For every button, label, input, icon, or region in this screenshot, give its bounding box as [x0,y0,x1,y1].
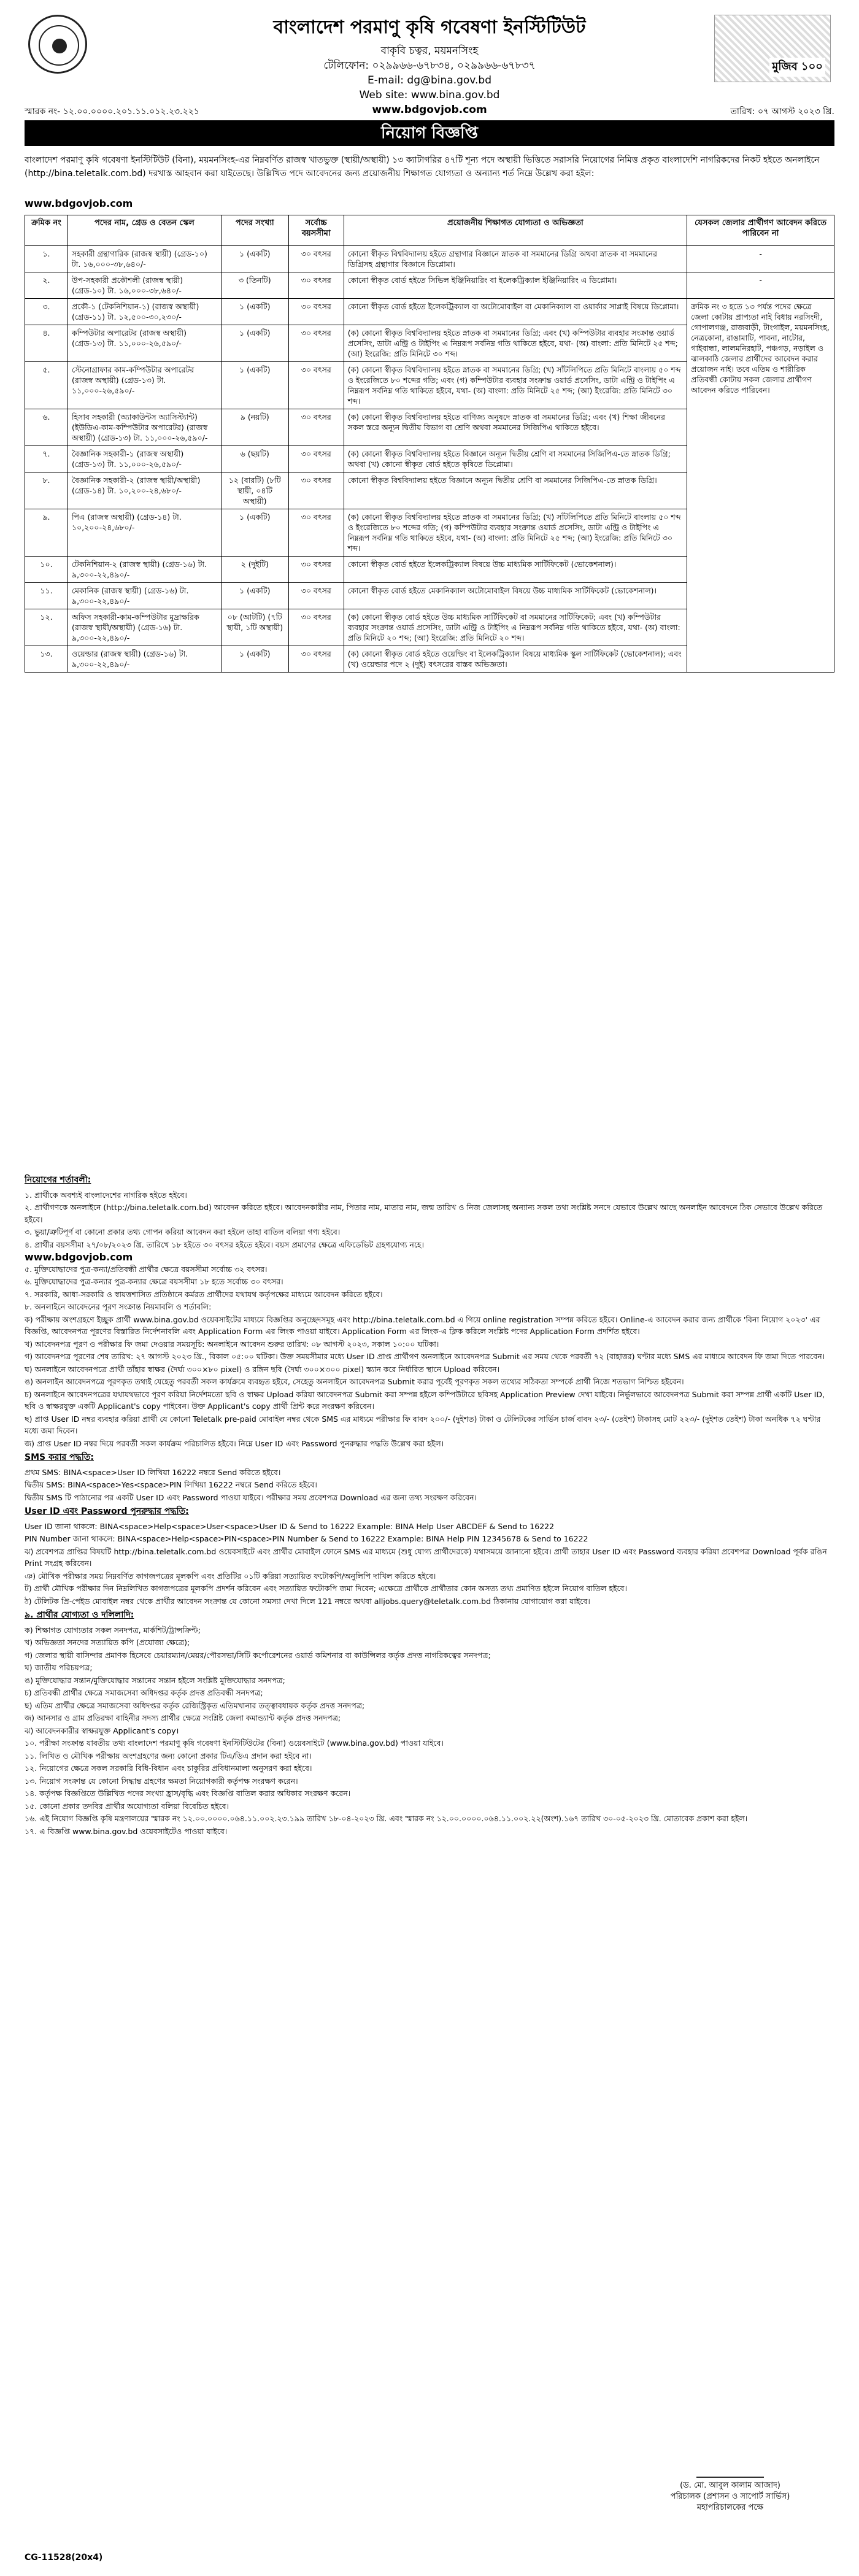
qualification-cell: (ক) কোনো স্বীকৃত বিশ্ববিদ্যালয় হইতে স্নাতক বা সমমানের ডিগ্রি; (খ) সাঁটলিপিতে প্রতি মিনিটে বাংলায় ৫০ শব্দ ও ইংরেজিতে ৮০ শব্দের গতি; (গ) কম্পিউটার ব্যবহার সংক্রান্ত ওয়ার্ড প্রসেসিং, ডাটা এন্ট্রি ও টাইপিং এ নিম্নরূপ সর্বনিম্ন গতি থাকিতে হইবে, যথা- (অ) বাংলা: প্রতি মিনিটে ২৫ শব্দ; (আ) ইংরেজি: প্রতি মিনিটে ৩০ শব্দ। [344,509,687,557]
count-cell: ১ (একটি) [221,246,288,272]
col-district: যেসকল জেলার প্রার্থীগণ আবেদন করিতে পারিবেন না [687,215,834,246]
district-cell: - [687,246,834,272]
conditions-web-mark: www.bdgovjob.com [25,1251,133,1263]
col-age: সর্বোচ্চ বয়সসীমা [288,215,344,246]
general-item: ১৫. কোনো প্রকার তদবির প্রার্থীর অযোগ্যতা বলিয়া বিবেচিত হইবে। [25,1801,229,1811]
intro-paragraph: বাংলাদেশ পরমাণু কৃষি গবেষণা ইনস্টিটিউট (বিনা), ময়মনসিংহ-এর নিম্নবর্ণিত রাজস্ব খাতভুক্ত (স্থায়ী/অস্থায়ী) ১৩ ক্যাটাগরির ৪৭টি শূন্য পদে অস্থায়ী ভিত্তিতে সরাসরি নিয়োগের নিমিত্ত প্রকৃত বাংলাদেশি নাগরিকদের নিকট হইতে অনলাইনে (http://bina.teletalk.com.bd) দরখাস্ত আহবান করা যাইতেছে। উল্লিখিত পদে আবেদনের জন্য প্রয়োজনীয় শিক্ষাগত যোগ্যতা ও অন্যান্য শর্ত নিম্নে উল্লেখ করা হইল: [25,155,820,179]
signatory-for: মহাপরিচালকের পক্ষে [696,2503,764,2512]
age-cell: ৩০ বৎসর [288,409,344,446]
serial-cell: ৮. [25,472,68,509]
qualification-cell: (ক) কোনো স্বীকৃত বিশ্ববিদ্যালয় হইতে স্নাতক বা সমমানের ডিগ্রি; (খ) সাঁটলিপিতে প্রতি মিনিটে বাংলায় ৫০ শব্দ ও ইংরেজিতে ৮০ শব্দের গতি; এবং (গ) কম্পিউটার ব্যবহার সংক্রান্ত ওয়ার্ড প্রসেসিং, ডাটা এন্ট্রি ও টাইপিং এ নিম্নরূপ সর্বনিম্ন গতি থাকিতে হইবে, যথা- (অ) বাংলা: প্রতি মিনিটে ২৫ শব্দ; (আ) ইংরেজি: প্রতি মিনিটে ৩০ শব্দ। [344,362,687,409]
condition-item: ৪. প্রার্থীর বয়সসীমা ২৭/০৮/২০২৩ খ্রি. তারিখে ১৮ হইতে ৩০ বৎসর হইতে হইবে। বয়স প্রমাণের ক্ষেত্রে এফিডেভিট গ্রহণযোগ্য নহে। [25,1240,424,1249]
col-serial: ক্রমিক নং [25,215,68,246]
condition-item: খ) আবেদনপত্র পূরণ ও পরীক্ষার ফি জমা দেওয়ার সময়সূচি: অনলাইনে আবেদন শুরুর তারিখ: ০৮ আগস্ট ২০২৩, সকাল ১০:০০ ঘটিকা। [25,1339,439,1349]
table-header-row [25,215,834,246]
district-quota-cell: ক্রমিক নং ৩ হতে ১৩ পর্যন্ত পদের ক্ষেত্রে জেলা কোটায় প্রাপ্যতা নাই বিধায় নরসিংদী, গোপালগঞ্জ, রাজবাড়ী, টাংগাইল, ময়মনসিংহ, নেত্রকোনা, রাঙামাটি, পাবনা, নাটোর, গাইবান্ধা, লালমনিরহাট, পঞ্চগড়, নড়াইল ও ঝালকাঠি জেলার প্রার্থীদের আবেদন করার প্রয়োজন নাই। তবে এতিম ও শারীরিক প্রতিবন্ধী কোটায় সকল জেলার প্রার্থীগণ আবেদন করিতে পারিবেন। [687,299,834,673]
qualification-cell: (ক) কোনো স্বীকৃত বোর্ড হইতে উচ্চ মাধ্যমিক সার্টিফিকেট বা সমমানের সার্টিফিকেট; এবং (খ) কম্পিউটার ব্যবহার সংক্রান্ত ওয়ার্ড প্রসেসিং, ডাটা এন্ট্রি ও টাইপিং এ নিম্নরূপ সর্বনিম্ন গতি থাকিতে হইবে, যথা- (অ) বাংলা: প্রতি মিনিটে ২০ শব্দ; (আ) ইংরেজি: প্রতি মিনিটে ২০ শব্দ। [344,609,687,646]
signatory-title: পরিচালক (প্রশাসন ও সাপোর্ট সার্ভিস) [670,2492,790,2501]
recovery-list [25,1521,834,1545]
age-cell: ৩০ বৎসর [288,557,344,583]
count-cell: ১ (একটি) [221,583,288,609]
qualification-cell: কোনো স্বীকৃত বোর্ড হইতে ইলেকট্রিক্যাল বা অটোমোবাইল বা মেকানিক্যাল বা ওয়ার্কার সাপ্লাই বিষয়ে ডিপ্লোমা। [344,299,687,325]
more-conditions-list [25,1546,834,1608]
document-item: ছ) এতিম প্রার্থীর ক্ষেত্রে সমাজসেবা অধিদপ্তর কর্তৃক রেজিস্ট্রিকৃত এতিমখানার তত্ত্বাবধায়ক কর্তৃক প্রদত্ত সনদপত্র; [25,1700,365,1710]
posts-table [25,215,834,673]
condition-item: ৮. অনলাইনে আবেদনের পূরণ সংক্রান্ত নিয়মাবলি ও শর্তাবলি: [25,1302,212,1311]
condition-item: ঠ) টেলিটক প্রি-পেইড মোবাইল নম্বর থেকে প্রার্থীর আবেদন সংক্রান্ত যে কোনো সমস্যা দেখা দিলে 121 নম্বরে অথবা alljobs.query@teletalk.com.bd ঠিকানায় যোগাযোগ করা যাইবে। [25,1596,590,1606]
sms-list [25,1467,834,1504]
document-item: ঙ) মুক্তিযোদ্ধার সন্তান/মুক্তিযোদ্ধার সন্তানের সন্তান হইলে সংশ্লিষ্ট মুক্তিযোদ্ধার সনদপত্র; [25,1675,285,1685]
condition-item: ক) পরীক্ষায় অংশগ্রহণে ইচ্ছুক প্রার্থী www.bina.gov.bd ওয়েবসাইটের মাধ্যমে বিজ্ঞপ্তির অনুচ্ছেদসমূহ এবং http://bina.teletalk.com.bd এ গিয়ে online registration সম্পন্ন করিতে হইবে। Online-এ আবেদন করার জন্য প্রার্থীকে 'বিনা নিয়োগ ২০২৩' এর বিজ্ঞপ্তি, আবেদনপত্র পূরণের বিস্তারিত নির্দেশনাবলি এবং Application Form এর লিংক পাওয়া যাইবে। Application Form এর লিংক-এ ক্লিক করিলে সংশ্লিষ্ট পদের Application Form প্রদর্শিত হইবে। [25,1314,820,1336]
count-cell: ১ (একটি) [221,325,288,362]
serial-cell: ১০. [25,557,68,583]
age-cell: ৩০ বৎসর [288,246,344,272]
docs-heading: ৯. প্রার্থীর যোগ্যতা ও দলিলাদি: [25,1610,134,1620]
serial-cell: ১১. [25,583,68,609]
serial-cell: ১. [25,246,68,272]
count-cell: ৯ (নয়টি) [221,409,288,446]
document-item: ঝ) আবেদনকারীর স্বাক্ষরযুক্ত Applicant's copy। [25,1726,179,1735]
condition-item: ৭. সরকারি, আধা-সরকারি ও স্বায়ত্তশাসিত প্রতিষ্ঠানে কর্মরত প্রার্থীদের যথাযথ কর্তৃপক্ষের মাধ্যমে আবেদন করিতে হইবে। [25,1289,383,1299]
age-cell: ৩০ বৎসর [288,583,344,609]
count-cell: ০৮ (আটটি) (৭টি স্থায়ী, ১টি অস্থায়ী) [221,609,288,646]
post-cell: অফিস সহকারী-কাম-কম্পিউটার মুদ্রাক্ষরিক (রাজস্ব স্থায়ী/অস্থায়ী) (গ্রেড-১৬) টা. ৯,৩০০-২২,৪৯০/- [67,609,221,646]
post-cell: বৈজ্ঞানিক সহকারী-২ (রাজস্ব স্থায়ী/অস্থায়ী) (গ্রেড-১৪) টা. ১০,২০০-২৪,৬৮০/- [67,472,221,509]
letterhead [25,12,834,117]
ad-code: CG-11528(20x4) [25,2553,103,2563]
qualification-cell: কোনো স্বীকৃত বিশ্ববিদ্যালয় হইতে গ্রন্থাগার বিজ্ঞানে স্নাতক বা সমমানের ডিগ্রি অথবা স্নাতক বা সমমানের ডিগ্রিসহ গ্রন্থাগার বিজ্ঞানে ডিপ্লোমা। [344,246,687,272]
memo-number: স্মারক নং- ১২.০০.০০০০.২০১.১১.০১২.২৩.২২১ [25,107,199,117]
post-cell: মেকানিক (রাজস্ব স্থায়ী) (গ্রেড-১৬) টা. ৯,৩০০-২২,৪৯০/- [67,583,221,609]
serial-cell: ৪. [25,325,68,362]
count-cell: ১ (একটি) [221,509,288,557]
age-cell: ৩০ বৎসর [288,272,344,299]
notice-title: নিয়োগ বিজ্ঞপ্তি [25,120,834,146]
count-cell: ১ (একটি) [221,362,288,409]
general-item: ১০. পরীক্ষা সংক্রান্ত যাবতীয় তথ্য বাংলাদেশ পরমাণু কৃষি গবেষণা ইনস্টিটিউটের (বিনা) ওয়েবসাইটে (www.bina.gov.bd) পাওয়া যাইবে। [25,1738,444,1748]
condition-item: ৩. ভুয়া/ত্রুটিপূর্ণ বা কোনো প্রকার তথ্য গোপন করিয়া আবেদন করা হইলে তাহা বাতিল বলিয়া গণ্য হইবে। [25,1227,341,1236]
age-cell: ৩০ বৎসর [288,446,344,472]
general-item: ১৩. নিয়োগ সংক্রান্ত যে কোনো সিদ্ধান্ত গ্রহণের ক্ষমতা নিয়োগকারী কর্তৃপক্ষ সংরক্ষণ করেন। [25,1776,298,1786]
condition-item: ১. প্রার্থীকে অবশ্যই বাংলাদেশের নাগরিক হইতে হইবে। [25,1190,187,1200]
org-website: Web site: www.bina.gov.bd [359,89,500,101]
count-cell: ১ (একটি) [221,299,288,325]
condition-item: চ) অনলাইনে আবেদনপত্রের যথাযথভাবে পূরণ করিয়া নির্দেশমতো ছবি ও স্বাক্ষর Upload করিয়া আবেদনপত্র Submit করা সম্পন্ন হইলে কম্পিউটারে ছবিসহ Application Preview দেখা যাইবে। নির্ভুলভাবে আবেদনপত্র Submit করা সম্পন্ন প্রার্থী একটি User ID, ছবি ও স্বাক্ষরযুক্ত একটি Applicant's copy পাইবেন। উক্ত Applicant's copy প্রার্থী প্রিন্ট করে সংরক্ষণ করিবেন। [25,1389,825,1411]
district-cell: - [687,272,834,299]
institute-logo-icon [28,15,87,74]
condition-item: ৬. মুক্তিযোদ্ধাদের পুত্র-কন্যার পুত্র-কন্যার ক্ষেত্রে বয়সসীমা ১৮ হতে সর্বোচ্চ ৩০ বৎসর। [25,1277,283,1286]
general-item: ১২. নিয়োগের ক্ষেত্রে সকল সরকারি বিধি-বিধান এবং চাকুরির প্রবিধানমালা অনুসরণ করা হইবে। [25,1764,312,1773]
condition-item: জ) প্রাপ্ত User ID নম্বর দিয়ে পরবর্তী সকল কার্যক্রম পরিচালিত হইবে। নিম্নে User ID এবং Password পুনরুদ্ধার পদ্ধতি উল্লেখ করা হইল। [25,1438,444,1448]
post-cell: প্রকৌ-১ (টেকনিশিয়ান-১) (রাজস্ব অস্থায়ী) (গ্রেড-১১) টা. ১২,৫০০-৩০,২৩০/- [67,299,221,325]
age-cell: ৩০ বৎসর [288,509,344,557]
table-row [25,246,834,272]
post-cell: কম্পিউটার অপারেটর (রাজস্ব অস্থায়ী) (গ্রেড-১৩) টা. ১১,০০০-২৬,৫৯০/- [67,325,221,362]
count-cell: ১২ (বারটি) (৮টি স্থায়ী, ০৪টি অস্থায়ী) [221,472,288,509]
portrait-image: মুজিব ১০০ [714,15,831,82]
post-cell: সহকারী গ্রন্থাগারিক (রাজস্ব স্থায়ী) (গ্রেড-১০) টা. ১৬,০০০-৩৮,৬৪০/- [67,246,221,272]
conditions-list [25,1189,834,1450]
signatory-name: (ড. মো. আবুল কালাম আজাদ) [680,2481,780,2490]
post-cell: টেকনিশিয়ান-২ (রাজস্ব স্থায়ী) (গ্রেড-১৬) টা. ৯,৩০০-২২,৪৯০/- [67,557,221,583]
col-count: পদের সংখ্যা [221,215,288,246]
org-email: E-mail: dg@bina.gov.bd [367,74,492,87]
col-qualification: প্রয়োজনীয় শিক্ষাগত যোগ্যতা ও অভিজ্ঞতা [344,215,687,246]
age-cell: ৩০ বৎসর [288,646,344,673]
post-cell: পিএ (রাজস্ব অস্থায়ী) (গ্রেড-১৪) টা. ১০,২০০-২৪,৬৮০/- [67,509,221,557]
org-name: বাংলাদেশ পরমাণু কৃষি গবেষণা ইনস্টিটিউট [273,17,586,38]
serial-cell: ১৩. [25,646,68,673]
signature-image [696,2447,764,2478]
condition-item: ৫. মুক্তিযোদ্ধাদের পুত্র-কন্যা/প্রতিবন্ধী প্রার্থীর ক্ষেত্রে বয়সসীমা সর্বোচ্চ ৩২ বৎসর। [25,1264,268,1274]
serial-cell: ২. [25,272,68,299]
count-cell: ৩ (তিনটি) [221,272,288,299]
serial-cell: ৩. [25,299,68,325]
post-cell: বৈজ্ঞানিক সহকারী-১ (রাজস্ব অস্থায়ী) (গ্রেড-১৩) টা. ১১,০০০-২৬,৫৯০/- [67,446,221,472]
condition-item: ছ) প্রাপ্ত User ID নম্বর ব্যবহার করিয়া প্রার্থী যে কোনো Teletalk pre-paid মোবাইল নম্বর থেকে SMS এর মাধ্যমে পরীক্ষার ফি বাবদ ২০০/- (দুইশত) টাকা ও টেলিটকের সার্ভিস চার্জ বাবদ ২৩/- (তেইশ) টাকাসহ মোট ২২৩/- (দুইশত তেইশ) টাকা অনধিক ৭২ ঘণ্টার মধ্যে জমা দিবেন। [25,1414,821,1435]
sms-line: দ্বিতীয় SMS: BINA<space>Yes<space>PIN লিখিয়া 16222 নম্বরে Send করিতে হইবে। [25,1480,317,1489]
table-row [25,272,834,299]
org-address: বাকৃবি চত্বর, ময়মনসিংহ [380,45,479,57]
table-row [25,299,834,325]
recovery-line: PIN Number জানা থাকলে: BINA<space>Help<space>PIN<space>PIN Number & Send to 16222 Example: BINA Help PIN 12345678 & Send to 16222 [25,1534,588,1543]
document-item: গ) জেলার স্থায়ী বাসিন্দার প্রমাণক হিসেবে চেয়ারম্যান/মেয়র/পৌরসভা/সিটি কর্পোরেশনের ওয়ার্ড কমিশনার বা কাউন্সিলর কর্তৃক প্রদত্ত নাগরিকত্বের সনদপত্র; [25,1650,491,1660]
post-cell: স্টেনোগ্রাফার কাম-কম্পিউটার অপারেটর (রাজস্ব অস্থায়ী) (গ্রেড-১৩) টা. ১১,০০০-২৬,৫৯০/- [67,362,221,409]
serial-cell: ৫. [25,362,68,409]
issue-date: তারিখ: ০৭ আগস্ট ২০২৩ খ্রি. [730,107,834,117]
condition-item: ঞ) মৌখিক পরীক্ষার সময় নিম্নবর্ণিত কাগজপত্রের মূলকপি এবং প্রতিটির ০১টি করিয়া সত্যায়িত ফটোকপি/অনুলিপি দাখিল করিতে হইবে। [25,1571,436,1581]
age-cell: ৩০ বৎসর [288,362,344,409]
general-item: ১৪. কর্তৃপক্ষ বিজ্ঞপ্তিতে উল্লিখিত পদের সংখ্যা হ্রাস/বৃদ্ধি এবং বিজ্ঞপ্তি বাতিল করার অধিকার সংরক্ষণ করেন। [25,1789,351,1798]
age-cell: ৩০ বৎসর [288,609,344,646]
qualification-cell: কোনো স্বীকৃত বোর্ড হইতে ইলেকট্রিক্যাল বিষয়ে উচ্চ মাধ্যমিক সার্টিফিকেট (ভোকেশনাল)। [344,557,687,583]
age-cell: ৩০ বৎসর [288,472,344,509]
document-item: ক) শিক্ষাগত যোগ্যতার সকল সনদপত্র, মার্কশিট/ট্রান্সক্রিপ্ট; [25,1625,201,1635]
serial-cell: ১২. [25,609,68,646]
count-cell: ১ (একটি) [221,646,288,673]
condition-item: ২. প্রার্থীগণকে অনলাইনে (http://bina.teletalk.com.bd) আবেদন করিতে হইবে। আবেদনকারীর নাম, পিতার নাম, মাতার নাম, জন্ম তারিখ ও নিজ জেলাসহ অন্যান্য সকল তথ্য সংশ্লিষ্ট সনদে যেভাবে উল্লেখ আছে অনলাইন আবেদনে ঠিক সেভাবে উল্লেখ করিতে হইবে। [25,1203,823,1224]
condition-item: ঘ) অনলাইনে আবেদনপত্রে প্রার্থী তাঁহার স্বাক্ষর (দৈর্ঘ্য ৩০০×৮০ pixel) ও রঙ্গিন ছবি (দৈর্ঘ্য ৩০০×৩০০ pixel) স্ক্যান করে নির্ধারিত স্থানে Upload করিবেন। [25,1364,500,1374]
serial-cell: ৯. [25,509,68,557]
qualification-cell: (ক) কোনো স্বীকৃত বিশ্ববিদ্যালয় হইতে স্নাতক বা সমমানের ডিগ্রি; এবং (খ) কম্পিউটার ব্যবহার সংক্রান্ত ওয়ার্ড প্রসেসিং, ডাটা এন্ট্রি ও টাইপিং এ নিম্নরূপ সর্বনিম্ন গতি থাকিতে হইবে, যথা- (অ) বাংলা: প্রতি মিনিটে ২৫ শব্দ; (আ) ইংরেজি: প্রতি মিনিটে ৩০ শব্দ। [344,325,687,362]
org-phone: টেলিফোন: ০২৯৯৬৬-৬৭৮৩৪, ০২৯৯৬৬-৬৭৮৩৭ [323,60,536,72]
recovery-heading: User ID এবং Password পুনরুদ্ধার পদ্ধতি: [25,1506,189,1516]
document-item: জ) আনসার ও গ্রাম প্রতিরক্ষা বাহিনীর সদস্য প্রার্থীর ক্ষেত্রে সংশ্লিষ্ট জেলা কমান্ড্যান্ট কর্তৃক প্রদত্ত সনদপত্র; [25,1713,341,1722]
qualification-cell: (ক) কোনো স্বীকৃত বোর্ড হইতে ওয়েল্ডিং বা ইলেকট্রিক্যাল বিষয়ে মাধ্যমিক স্কুল সার্টিফিকেট (ভোকেশনাল); এবং (খ) ওয়েল্ডার পদে ২ (দুই) বৎসরের বাস্তব অভিজ্ঞতা। [344,646,687,673]
qualification-cell: কোনো স্বীকৃত বিশ্ববিদ্যালয় হইতে বিজ্ঞানে অন্যূন দ্বিতীয় শ্রেণি বা সমমানের সিজিপিএ-তে স্নাতক ডিগ্রি। [344,472,687,509]
conditions-heading: নিয়োগের শর্তাবলী: [25,1175,91,1185]
condition-item: গ) আবেদনপত্র পূরণের শেষ তারিখ: ২৭ আগস্ট ২০২৩ খ্রি., বিকাল ০৫:০০ ঘটিকা। উক্ত সময়সীমার মধ্যে User ID প্রাপ্ত প্রার্থীগণ অনলাইনে আবেদনপত্র Submit এর সময় থেকে পরবর্তী ৭২ (বাহাত্তর) ঘণ্টার মধ্যে SMS এর মাধ্যমে আবেদন ফি জমা দিতে পারবেন। [25,1352,825,1361]
general-item: ১৬. এই নিয়োগ বিজ্ঞপ্তি কৃষি মন্ত্রণালয়ের স্মারক নং ১২.০০.০০০০.০৬৪.১১.০০২.২৩.১৯৯ তারিখ ১৮-০৪-২০২৩ খ্রি. এবং স্মারক নং ১২.০০.০০০০.০৬৪.১১.০০২.২২(অংশ).১৬৭ তারিখ ৩০-০৫-২০২৩ খ্রি. মোতাবেক প্রকাশ করা হইল। [25,1814,748,1823]
sms-heading: SMS করার পদ্ধতি: [25,1452,94,1462]
qualification-cell: কোনো স্বীকৃত বোর্ড হইতে মেকানিক্যাল অটোমোবাইল বিষয়ে উচ্চ মাধ্যমিক সার্টিফিকেট (ভোকেশনাল)। [344,583,687,609]
document-item: খ) অভিজ্ঞতা সনদের সত্যায়িত কপি (প্রযোজ্য ক্ষেত্রে); [25,1638,190,1647]
count-cell: ২ (দুইটি) [221,557,288,583]
count-cell: ৬ (ছয়টি) [221,446,288,472]
serial-cell: ৭. [25,446,68,472]
general-item: ১৭. এ বিজ্ঞপ্তি www.bina.gov.bd ওয়েবসাইটেও পাওয়া যাইবে। [25,1826,228,1836]
condition-item: ঙ) অনলাইন আবেদনপত্রে পূরণকৃত তথ্যই যেহেতু পরবর্তী সকল কার্যক্রমে ব্যবহৃত হইবে, সেহেতু অনলাইনে আবেদনপত্র Submit করার পূর্বেই পূরণকৃত সকল তথ্যের সঠিকতা সম্পর্কে প্রার্থী নিজে শতভাগ নিশ্চিত হইবেন। [25,1377,684,1386]
age-cell: ৩০ বৎসর [288,325,344,362]
sms-line: দ্বিতীয় SMS টি পাঠানোর পর একটি User ID এবং Password পাওয়া যাইবে। পরীক্ষার সময় প্রবেশপত্র Download এর জন্য তথ্য সংরক্ষণ করিবেন। [25,1492,477,1502]
post-cell: ওয়েল্ডার (রাজস্ব স্থায়ী) (গ্রেড-১৬) টা. ৯,৩০০-২২,৪৯০/- [67,646,221,673]
col-post: পদের নাম, গ্রেড ও বেতন স্কেল [67,215,221,246]
recovery-line: User ID জানা থাকলে: BINA<space>Help<space>User<space>User ID & Send to 16222 Example: BINA Help User ABCDEF & Send to 16222 [25,1521,555,1531]
condition-item: ঝ) প্রবেশপত্র প্রাপ্তির বিষয়টি http://bina.teletalk.com.bd ওয়েবসাইটে এবং প্রার্থীর মোবাইল ফোনে SMS এর মাধ্যমে (শুধু যোগ্য প্রার্থীদেরকে) যথাসময়ে জানানো হইবে। প্রার্থী তাহার User ID এবং Password ব্যবহার করিয়া প্রবেশপত্র Download পূর্বক রঙিন Print সংগ্রহ করিবেন। [25,1546,827,1568]
signature-block [638,2447,822,2513]
sms-line: প্রথম SMS: BINA<space>User ID লিখিয়া 16222 নম্বরে Send করিতে হইবে। [25,1467,281,1477]
docs-list [25,1624,834,1737]
intro-web-mark: www.bdgovjob.com [25,198,133,209]
document-item: চ) প্রতিবন্ধী প্রার্থীর ক্ষেত্রে সমাজসেবা অধিদপ্তর কর্তৃক প্রদত্ত প্রতিবন্ধী সনদপত্র; [25,1688,263,1697]
age-cell: ৩০ বৎসর [288,299,344,325]
post-cell: হিসাব সহকারী (অ্যাকাউন্টস অ্যাসিস্ট্যান্ট) (ইউডিএ-কাম-কম্পিউটার অপারেটর) (রাজস্ব অস্থায়ী) (গ্রেড-১৩) টা. ১১,০০০-২৬,৫৯০/- [67,409,221,446]
condition-item: ট) প্রার্থী মৌখিক পরীক্ষার দিন নিম্নলিখিত কাগজপত্রের মূলকপি প্রদর্শন করিবেন এবং সত্যায়িত ফটোকপি জমা দিবেন; এক্ষেত্রে প্রার্থীকে প্রার্থীতার কোন অসত্য তথ্য প্রমাণিত হইলে নিয়োগ বাতিল হইবে। [25,1584,627,1593]
serial-cell: ৬. [25,409,68,446]
qualification-cell: (ক) কোনো স্বীকৃত বিশ্ববিদ্যালয় হইতে বিজ্ঞানে অন্যূন দ্বিতীয় শ্রেণি বা সমমানের সিজিপিএ-তে স্নাতক ডিগ্রি; অথবা (খ) কোনো স্বীকৃত বোর্ড হইতে কৃষিতে ডিপ্লোমা। [344,446,687,472]
watermark-site: www.bdgovjob.com [372,104,487,116]
qualification-cell: (ক) কোনো স্বীকৃত বিশ্ববিদ্যালয় হইতে বাণিজ্য অনুষদে স্নাতক বা সমমানের ডিগ্রি; এবং (খ) শিক্ষা জীবনের সকল স্তরে অন্যূন দ্বিতীয় বিভাগ বা শ্রেণি অথবা সমমানের সিজিপিএ থাকিতে হইবে। [344,409,687,446]
document-item: ঘ) জাতীয় পরিচয়পত্র; [25,1663,93,1672]
letterhead-text [184,12,675,117]
general-item: ১১. লিখিত ও মৌখিক পরীক্ষায় অংশগ্রহণের জন্য কোনো প্রকার টিএ/ডিএ প্রদান করা হইবে না। [25,1751,312,1760]
general-list [25,1737,834,1837]
qualification-cell: কোনো স্বীকৃত বোর্ড হইতে সিভিল ইঞ্জিনিয়ারিং বা ইলেকট্রিক্যাল ইঞ্জিনিয়ারিং এ ডিপ্লোমা। [344,272,687,299]
conditions-section [25,1172,834,1838]
post-cell: উপ-সহকারী প্রকৌশলী (রাজস্ব স্থায়ী) (গ্রেড-১০) টা. ১৬,০০০-৩৮,৬৪০/- [67,272,221,299]
